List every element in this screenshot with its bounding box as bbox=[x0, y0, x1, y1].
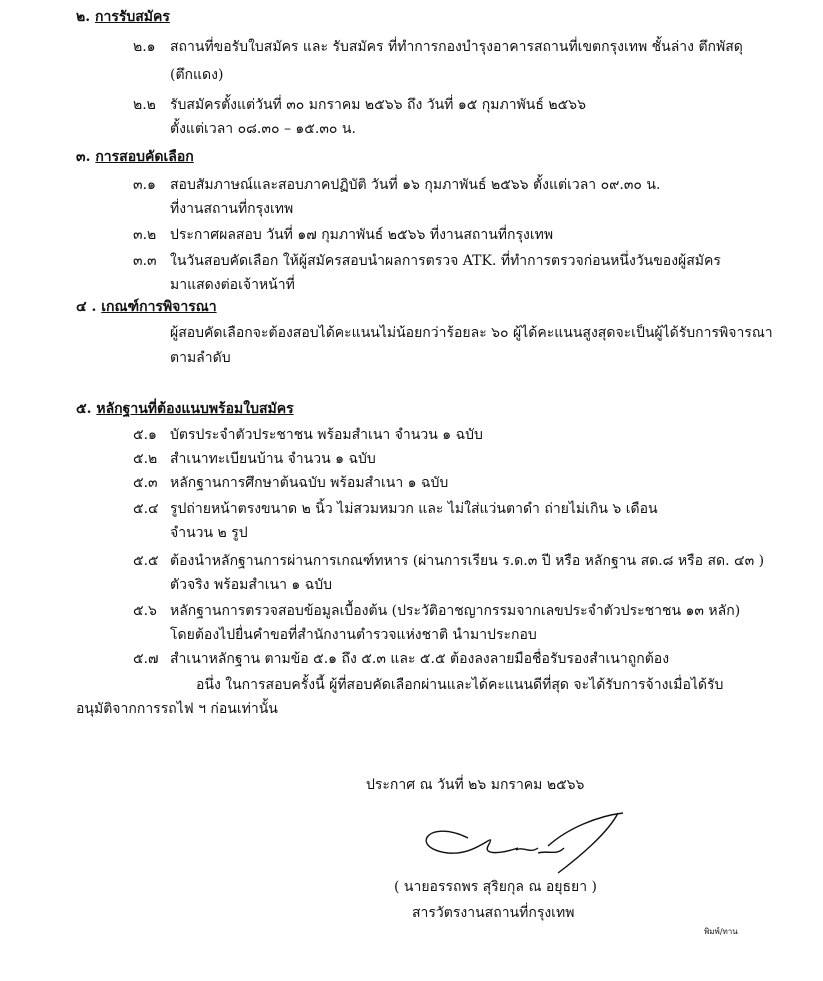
item-5-3-number: ๕.๓ bbox=[133, 475, 158, 491]
item-5-2-line-1: สำเนาทะเบียนบ้าน จำนวน ๑ ฉบับ bbox=[170, 451, 376, 467]
section-4-line-2: ตามลำดับ bbox=[170, 350, 231, 366]
item-2-2-number: ๒.๒ bbox=[133, 97, 156, 113]
item-3-3-line-1: ในวันสอบคัดเลือก ให้ผู้สมัครสอบนำผลการตรวจ ATK. ที่ทำการตรวจก่อนหนึ่งวันของผู้สมัคร bbox=[170, 253, 721, 269]
section-4-number: ๔ . bbox=[76, 299, 97, 315]
closing-line-1: อนึ่ง ในการสอบครั้งนี้ ผู้ที่สอบคัดเลือกผ่านและได้คะแนนดีที่สุด จะได้รับการจ้างเมื่อได้รับ bbox=[196, 677, 724, 693]
item-2-2-line-1: รับสมัครตั้งแต่วันที่ ๓๐ มกราคม ๒๕๖๖ ถึง วันที่ ๑๕ กุมภาพันธ์ ๒๕๖๖ bbox=[170, 97, 586, 113]
item-5-4-number: ๕.๔ bbox=[133, 501, 159, 517]
item-5-1-number: ๕.๑ bbox=[133, 427, 157, 443]
item-3-3-number: ๓.๓ bbox=[133, 253, 157, 269]
item-5-6-line-1: หลักฐานการตรวจสอบข้อมูลเบื้องต้น (ประวัติอาชญากรรมจากเลขประจำตัวประชาชน ๑๓ หลัก) bbox=[170, 603, 741, 619]
item-2-2-line-2: ตั้งแต่เวลา ๐๘.๓๐ – ๑๕.๓๐ น. bbox=[170, 121, 356, 137]
signer-title: สารวัตรงานสถานที่กรุงเทพ bbox=[412, 905, 575, 921]
item-3-1-line-1: สอบสัมภาษณ์และสอบภาคปฏิบัติ วันที่ ๑๖ กุมภาพันธ์ ๒๕๖๖ ตั้งแต่เวลา ๐๙.๓๐ น. bbox=[170, 177, 661, 193]
item-5-4-line-1: รูปถ่ายหน้าตรงขนาด ๒ นิ้ว ไม่สวมหมวก และ ไม่ใส่แว่นตาดำ ถ่ายไม่เกิน ๖ เดือน bbox=[170, 501, 658, 517]
item-2-1-number: ๒.๑ bbox=[133, 39, 156, 55]
section-5-number: ๕. bbox=[76, 401, 92, 417]
item-3-1-line-2: ที่งานสถานที่กรุงเทพ bbox=[170, 201, 294, 217]
typist-initials: พิมพ์/ทาน bbox=[704, 927, 738, 936]
item-3-3-line-2: มาแสดงต่อเจ้าหน้าที่ bbox=[170, 277, 295, 293]
section-3-title: การสอบคัดเลือก bbox=[95, 149, 194, 165]
section-3-number: ๓. bbox=[76, 149, 91, 165]
section-4-title: เกณฑ์การพิจารณา bbox=[101, 299, 217, 315]
item-5-4-line-2: จำนวน ๒ รูป bbox=[170, 525, 248, 541]
item-3-1-number: ๓.๑ bbox=[133, 177, 156, 193]
item-5-7-line-1: สำเนาหลักฐาน ตามข้อ ๕.๑ ถึง ๕.๓ และ ๕.๕ ต้องลงลายมือชื่อรับรองสำเนาถูกต้อง bbox=[170, 651, 670, 667]
section-2-title: การรับสมัคร bbox=[94, 9, 170, 25]
item-5-7-number: ๕.๗ bbox=[133, 651, 159, 667]
section-2-number: ๒. bbox=[76, 9, 91, 25]
item-5-3-line-1: หลักฐานการศึกษาต้นฉบับ พร้อมสำเนา ๑ ฉบับ bbox=[170, 475, 449, 491]
section-2-heading bbox=[76, 10, 170, 24]
section-3-heading bbox=[76, 150, 194, 164]
signature-icon bbox=[408, 808, 638, 878]
item-3-2-number: ๓.๒ bbox=[133, 227, 157, 243]
item-5-6-line-2: โดยต้องไปยื่นคำขอที่สำนักงานตำรวจแห่งชาติ นำมาประกอบ bbox=[170, 627, 537, 643]
closing-line-2: อนุมัติจากการรถไฟ ฯ ก่อนเท่านั้น bbox=[76, 701, 278, 717]
item-5-5-line-2: ตัวจริง พร้อมสำเนา ๑ ฉบับ bbox=[170, 577, 333, 593]
item-2-1-line-2: (ตึกแดง) bbox=[170, 67, 224, 83]
item-5-6-number: ๕.๖ bbox=[133, 603, 157, 619]
item-5-5-number: ๕.๕ bbox=[133, 553, 159, 569]
section-5-title: หลักฐานที่ต้องแนบพร้อมใบสมัคร bbox=[96, 401, 294, 417]
item-5-2-number: ๕.๒ bbox=[133, 451, 158, 467]
announcement-date: ประกาศ ณ วันที่ ๒๖ มกราคม ๒๕๖๖ bbox=[366, 777, 585, 793]
section-4-line-1: ผู้สอบคัดเลือกจะต้องสอบได้คะแนนไม่น้อยกว่าร้อยละ ๖๐ ผู้ได้คะแนนสูงสุดจะเป็นผู้ได้รับการพิจารณา bbox=[170, 325, 773, 341]
signer-name: ( นายอรรถพร สุริยกุล ณ อยุธยา ) bbox=[394, 879, 598, 895]
item-3-2-line-1: ประกาศผลสอบ วันที่ ๑๗ กุมภาพันธ์ ๒๕๖๖ ที่งานสถานที่กรุงเทพ bbox=[170, 227, 554, 243]
section-4-heading bbox=[76, 300, 217, 314]
item-5-1-line-1: บัตรประจำตัวประชาชน พร้อมสำเนา จำนวน ๑ ฉบับ bbox=[170, 427, 483, 443]
item-2-1-line-1: สถานที่ขอรับใบสมัคร และ รับสมัคร ที่ทำการกองบำรุงอาคารสถานที่เขตกรุงเทพ ชั้นล่าง ตึกพัสดุ bbox=[170, 39, 743, 55]
item-5-5-line-1: ต้องนำหลักฐานการผ่านการเกณฑ์ทหาร (ผ่านการเรียน ร.ด.๓ ปี หรือ หลักฐาน สด.๘ หรือ สด. ๔๓ ) bbox=[170, 553, 765, 569]
section-5-heading bbox=[76, 402, 294, 416]
